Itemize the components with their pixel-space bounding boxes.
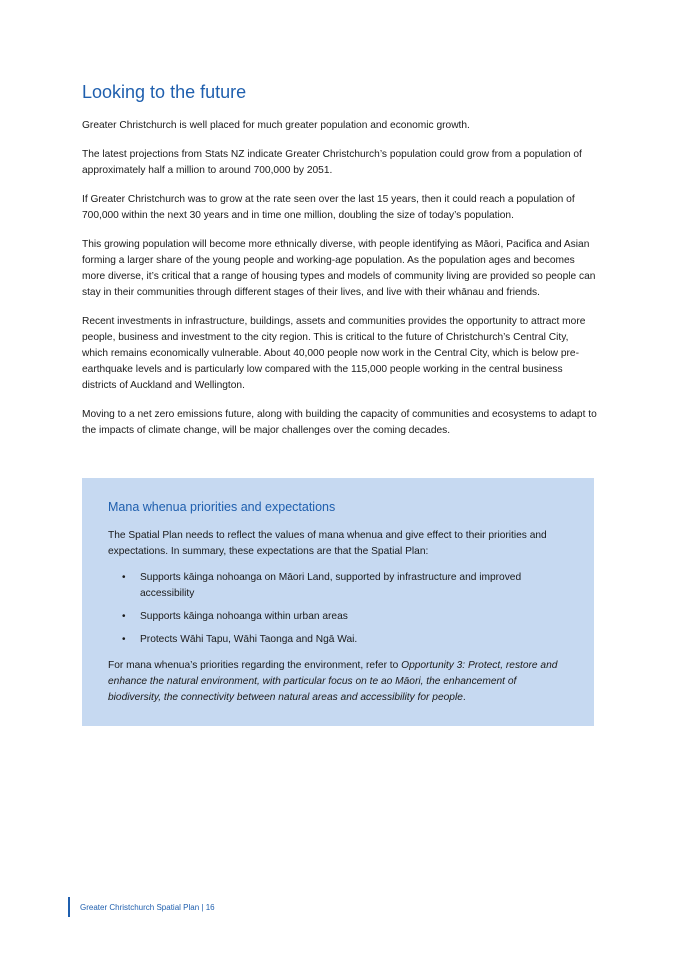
list-item-text: Supports kāinga nohoanga within urban areas [140, 611, 348, 622]
bullet-icon: • [122, 572, 126, 583]
bullet-icon: • [122, 634, 126, 645]
closing-period: . [462, 692, 466, 703]
list-item [108, 609, 568, 625]
callout-bullet-list [108, 570, 568, 648]
paragraph: If Greater Christchurch was to grow at the rate seen over the last 15 years, then it could reach a population of 700,000 within the next 30 years and in time one million, doubling the size of today’s population. [82, 194, 575, 221]
paragraph: Greater Christchurch is well placed for much greater population and economic growth. [82, 120, 470, 131]
body-text [82, 118, 597, 452]
callout-intro: The Spatial Plan needs to reflect the values of mana whenua and give effect to their priorities and expectations. In summary, these expectations are that the Spatial Plan: [108, 530, 547, 557]
paragraph: Recent investments in infrastructure, buildings, assets and communities provides the opportunity to attract more people, business and investment to the city region. This is critical to the future of Christchurch’s Central City, which remains economically vulnerable. About 40,000 people now work in the Central City, which is below pre-earthquake levels and is particularly low compared with the 115,000 people working in the central business districts of Auckland and Wellington. [82, 316, 586, 391]
footer-accent-bar [68, 897, 70, 917]
mana-whenua-callout-box [82, 478, 594, 726]
closing-text: For mana whenua’s priorities regarding the environment, refer to [108, 660, 402, 671]
paragraph: Moving to a net zero emissions future, along with building the capacity of communities and ecosystems to adapt to the impacts of climate change, will be major challenges over the coming decades. [82, 409, 597, 436]
page-title: Looking to the future [82, 82, 247, 102]
list-item-text: Supports kāinga nohoanga on Māori Land, supported by infrastructure and improved accessibility [140, 572, 522, 599]
opportunity-reference: Opportunity 3: Protect, restore and enhance the natural environment, with particular focus on te ao Māori, the enhancement of biodiversity, the connectivity between natural areas and accessibility for people [108, 660, 558, 703]
list-item [108, 632, 568, 648]
list-item-text: Protects Wāhi Tapu, Wāhi Taonga and Ngā Wai. [140, 634, 358, 645]
callout-closing [108, 658, 568, 706]
footer-text: Greater Christchurch Spatial Plan | 16 [80, 902, 215, 912]
list-item [108, 570, 568, 602]
bullet-icon: • [122, 611, 126, 622]
paragraph: The latest projections from Stats NZ indicate Greater Christchurch’s population could grow from a population of approximately half a million to around 700,000 by 2051. [82, 149, 582, 176]
paragraph: This growing population will become more ethnically diverse, with people identifying as Māori, Pacifica and Asian forming a larger share of the young people and working-age population. As the population ages and becomes more diverse, it’s critical that a range of housing types and models of community living are provided so people can stay in their communities through different stages of their lives, and live with their whānau and friends. [82, 239, 596, 298]
page-footer [68, 897, 215, 917]
callout-title: Mana whenua priorities and expectations [108, 500, 336, 514]
